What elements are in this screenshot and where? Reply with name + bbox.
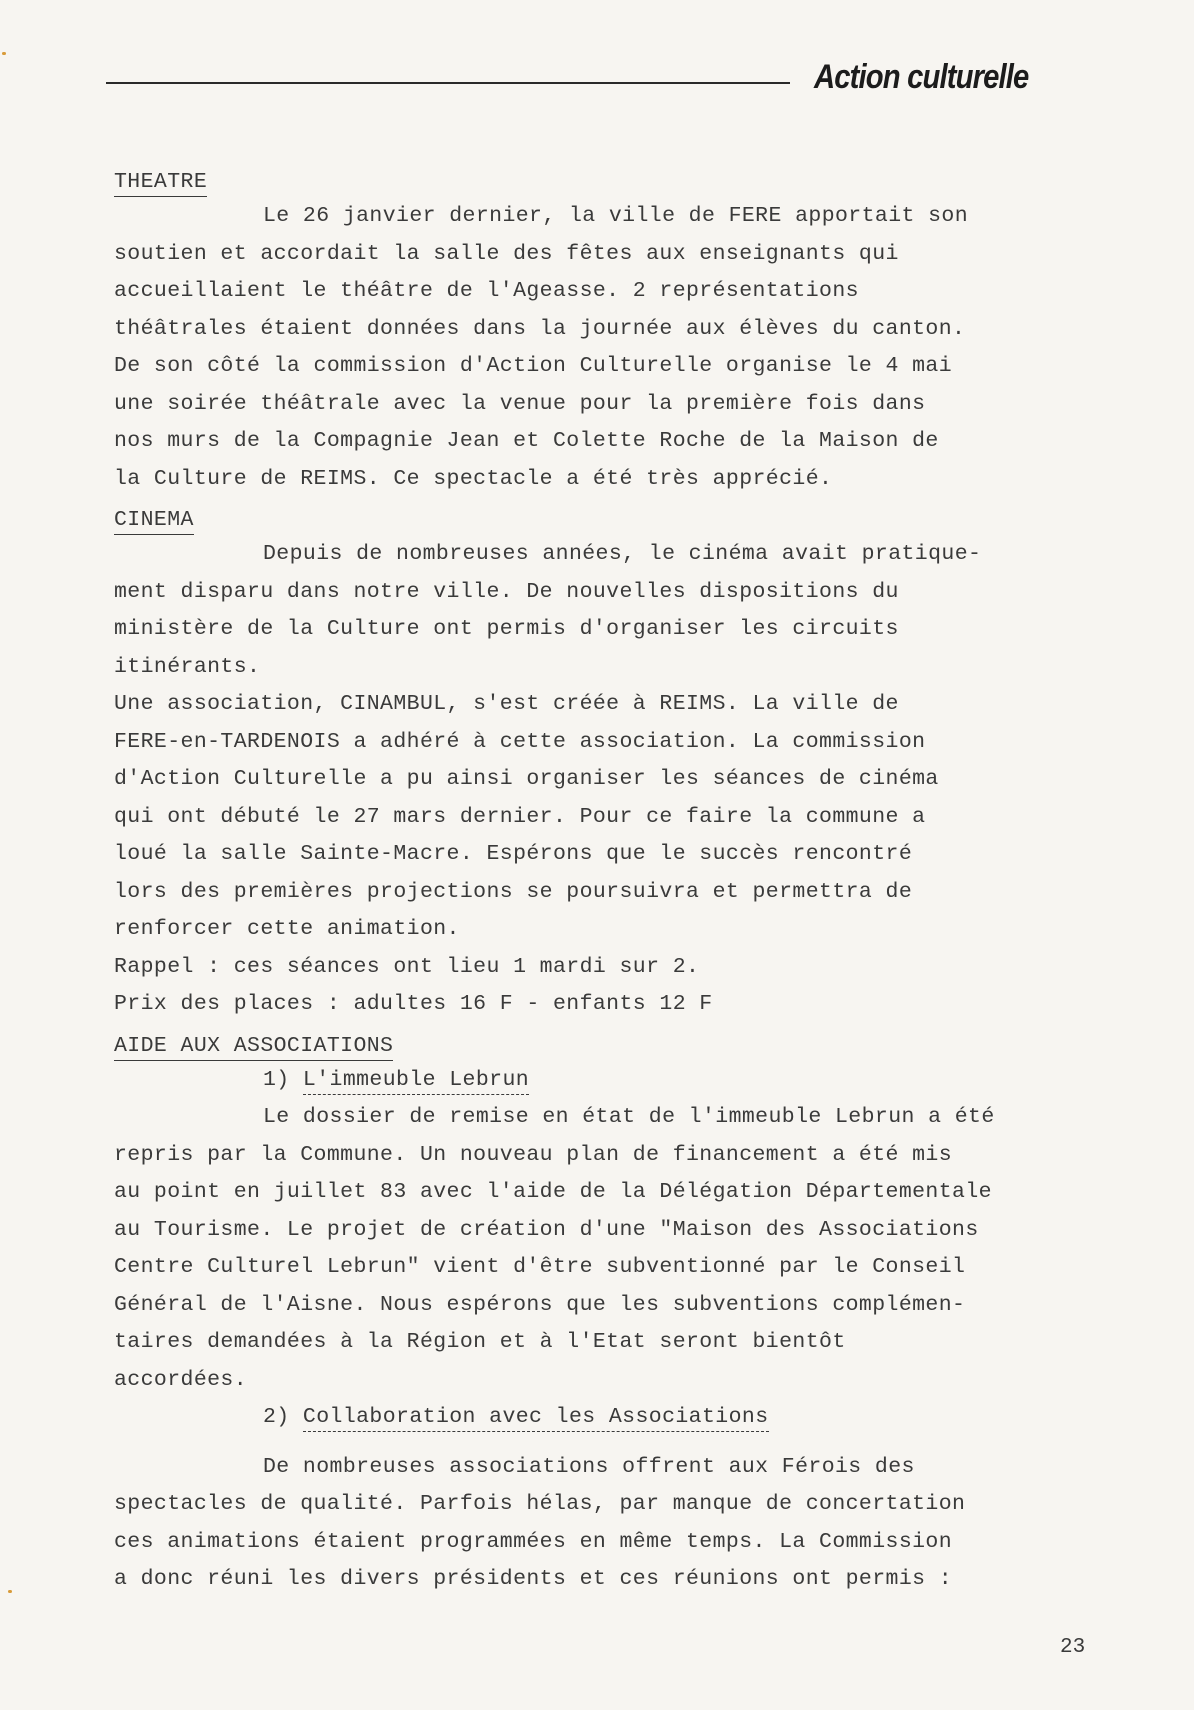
paragraph-line: Centre Culturel Lebrun" vient d'être subventionné par le Conseil (114, 1255, 966, 1279)
paragraph-line: Rappel : ces séances ont lieu 1 mardi sur 2. (114, 954, 700, 979)
paragraph-line: qui ont débuté le 27 mars dernier. Pour ce faire la commune a (114, 804, 926, 829)
paragraph-line: renforcer cette animation. (114, 917, 460, 941)
paragraph-line: accueillaient le théâtre de l'Ageasse. 2 représentations (114, 279, 859, 303)
paragraph-line: repris par la Commune. Un nouveau plan de financement a été mis (114, 1142, 953, 1167)
heading-aide-associations: AIDE AUX ASSOCIATIONS (114, 1030, 1114, 1062)
paragraph-line: spectacles de qualité. Parfois hélas, par manque de concertation (114, 1492, 966, 1516)
scan-mark (2, 52, 6, 55)
paragraph-line: De son côté la commission d'Action Culturelle organise le 4 mai (114, 354, 953, 378)
paragraph-line: accordées. (114, 1367, 248, 1392)
paragraph-line: a donc réuni les divers présidents et ces réunions ont permis : (114, 1567, 953, 1591)
paragraph-line: Depuis de nombreuses années, le cinéma avait pratique- (263, 542, 982, 566)
paragraph-line: itinérants. (114, 654, 261, 679)
paragraph-line: De nombreuses associations offrent aux Férois des (263, 1454, 915, 1479)
spacer (114, 1437, 1114, 1449)
scan-mark (8, 1590, 12, 1593)
paragraph-line: ces animations étaient programmées en même temps. La Commission (114, 1529, 953, 1554)
paragraph-line: au point en juillet 83 avec l'aide de la Délégation Départementale (114, 1180, 992, 1204)
paragraph-line: Le 26 janvier dernier, la ville de FERE apportait son (263, 204, 969, 228)
header-rule (106, 82, 790, 84)
heading-cinema: CINEMA (114, 504, 1114, 536)
paragraph-line: ministère de la Culture ont permis d'organiser les circuits (114, 617, 899, 641)
paragraph-line: Prix des places : adultes 16 F - enfants 12 F (114, 992, 713, 1016)
paragraph-line: la Culture de REIMS. Ce spectacle a été très apprécié. (114, 466, 833, 491)
paragraph-line: Général de l'Aisne. Nous espérons que les subventions complémen- (114, 1292, 966, 1317)
heading-theatre: THEATRE (114, 166, 1114, 198)
section-title: Action culturelle (814, 58, 1029, 96)
paragraph-line: taires demandées à la Région et à l'Etat seront bientôt (114, 1330, 846, 1354)
paragraph-line: théâtrales étaient données dans la journée aux élèves du canton. (114, 316, 966, 341)
paragraph-line: soutien et accordait la salle des fêtes aux enseignants qui (114, 241, 899, 266)
body-text (114, 160, 1114, 1599)
paragraph-line: une soirée théâtrale avec la venue pour la première fois dans (114, 391, 926, 416)
paragraph-line: loué la salle Sainte-Macre. Espérons que le succès rencontré (114, 842, 913, 866)
paragraph-line: ment disparu dans notre ville. De nouvelles dispositions du (114, 579, 899, 604)
subheading-collaboration: 2) Collaboration avec les Associations (114, 1399, 1114, 1437)
paragraph-line: nos murs de la Compagnie Jean et Colette Roche de la Maison de (114, 429, 939, 453)
paragraph-line: FERE-en-TARDENOIS a adhéré à cette association. La commission (114, 729, 926, 754)
page-number: 23 (1060, 1636, 1086, 1659)
paragraph-line: d'Action Culturelle a pu ainsi organiser les séances de cinéma (114, 767, 939, 791)
paragraph-line: Le dossier de remise en état de l'immeuble Lebrun a été (263, 1105, 995, 1129)
subheading-immeuble-lebrun: 1) L'immeuble Lebrun (114, 1062, 1114, 1100)
paragraph-line: Une association, CINAMBUL, s'est créée à REIMS. La ville de (114, 692, 899, 716)
paragraph-line: au Tourisme. Le projet de création d'une "Maison des Associations (114, 1217, 979, 1242)
paragraph-line: lors des premières projections se poursuivra et permettra de (114, 879, 913, 904)
